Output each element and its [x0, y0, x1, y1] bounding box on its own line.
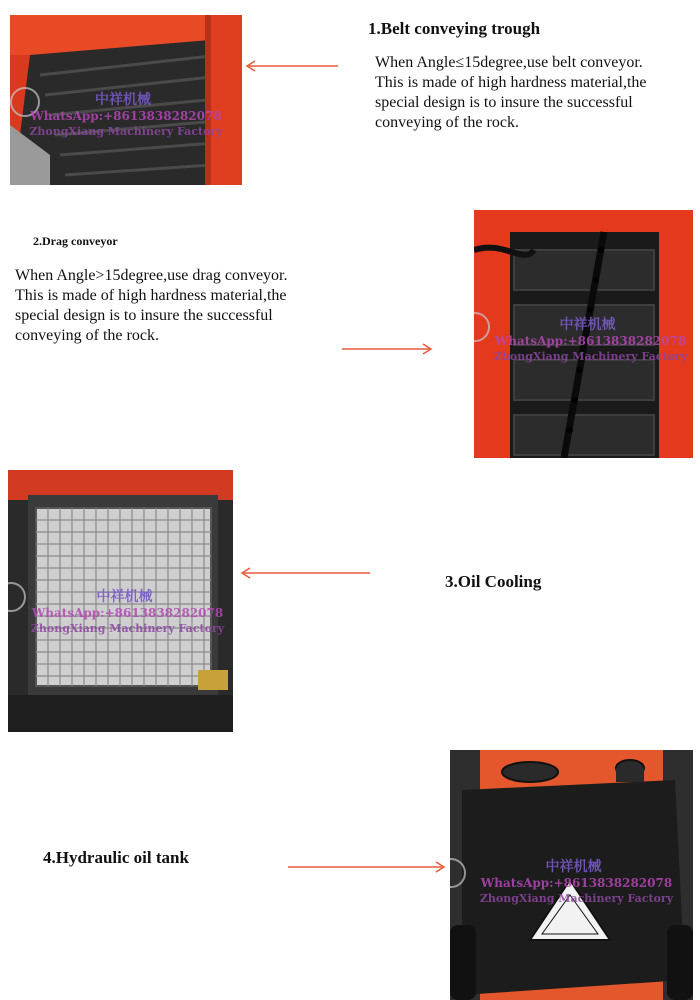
watermark-brand: 中祥机械	[96, 589, 153, 605]
arrow-right-icon	[288, 861, 448, 873]
watermark-brand: 中祥机械	[545, 859, 602, 875]
arrow-left-icon	[243, 60, 338, 72]
drag-conveyor-illustration	[474, 210, 693, 458]
watermark-factory: ZhongXiang Machinery Factory	[493, 350, 688, 363]
watermark-whatsapp: WhatsApp:+8613838282078	[31, 606, 224, 620]
section-title-hydraulic-oil-tank: 4.Hydraulic oil tank	[43, 848, 189, 867]
arrow-right-icon	[342, 343, 435, 355]
hydraulic-tank-illustration	[450, 750, 693, 1000]
brand-logo-icon	[10, 87, 40, 117]
oil-cooler-illustration	[8, 470, 233, 732]
watermark-factory: ZhongXiang Machinery Factory	[29, 125, 223, 138]
watermark-whatsapp: WhatsApp:+8613838282078	[480, 876, 673, 890]
arrow-left-icon	[238, 567, 370, 579]
section-title-drag-conveyor: 2.Drag conveyor	[33, 234, 118, 248]
drag-conveyor-photo	[474, 210, 693, 458]
section-description-belt-conveying-trough: When Angle≤15degree,use belt conveyor. This is made of high hardness material,the special design is to insure the successful conveying of the rock.	[375, 54, 647, 131]
watermark-factory: ZhongXiang Machinery Factory	[479, 892, 674, 905]
belt-conveying-trough-photo	[10, 15, 242, 185]
watermark-brand: 中祥机械	[95, 92, 151, 108]
section-title-belt-conveying-trough: 1.Belt conveying trough	[368, 19, 541, 38]
belt-trough-illustration	[10, 15, 242, 185]
oil-cooling-photo	[8, 470, 233, 732]
hydraulic-oil-tank-photo	[450, 750, 693, 1000]
watermark-factory: ZhongXiang Machinery Factory	[30, 622, 225, 635]
watermark-whatsapp: WhatsApp:+8613838282078	[30, 109, 222, 123]
watermark-whatsapp: WhatsApp:+8613838282078	[494, 334, 687, 348]
section-title-oil-cooling: 3.Oil Cooling	[445, 572, 542, 591]
watermark-brand: 中祥机械	[559, 317, 616, 333]
section-description-drag-conveyor: When Angle>15degree,use drag conveyor. This is made of high hardness material,the special design is to insure the successful conveying of the rock.	[15, 267, 288, 344]
